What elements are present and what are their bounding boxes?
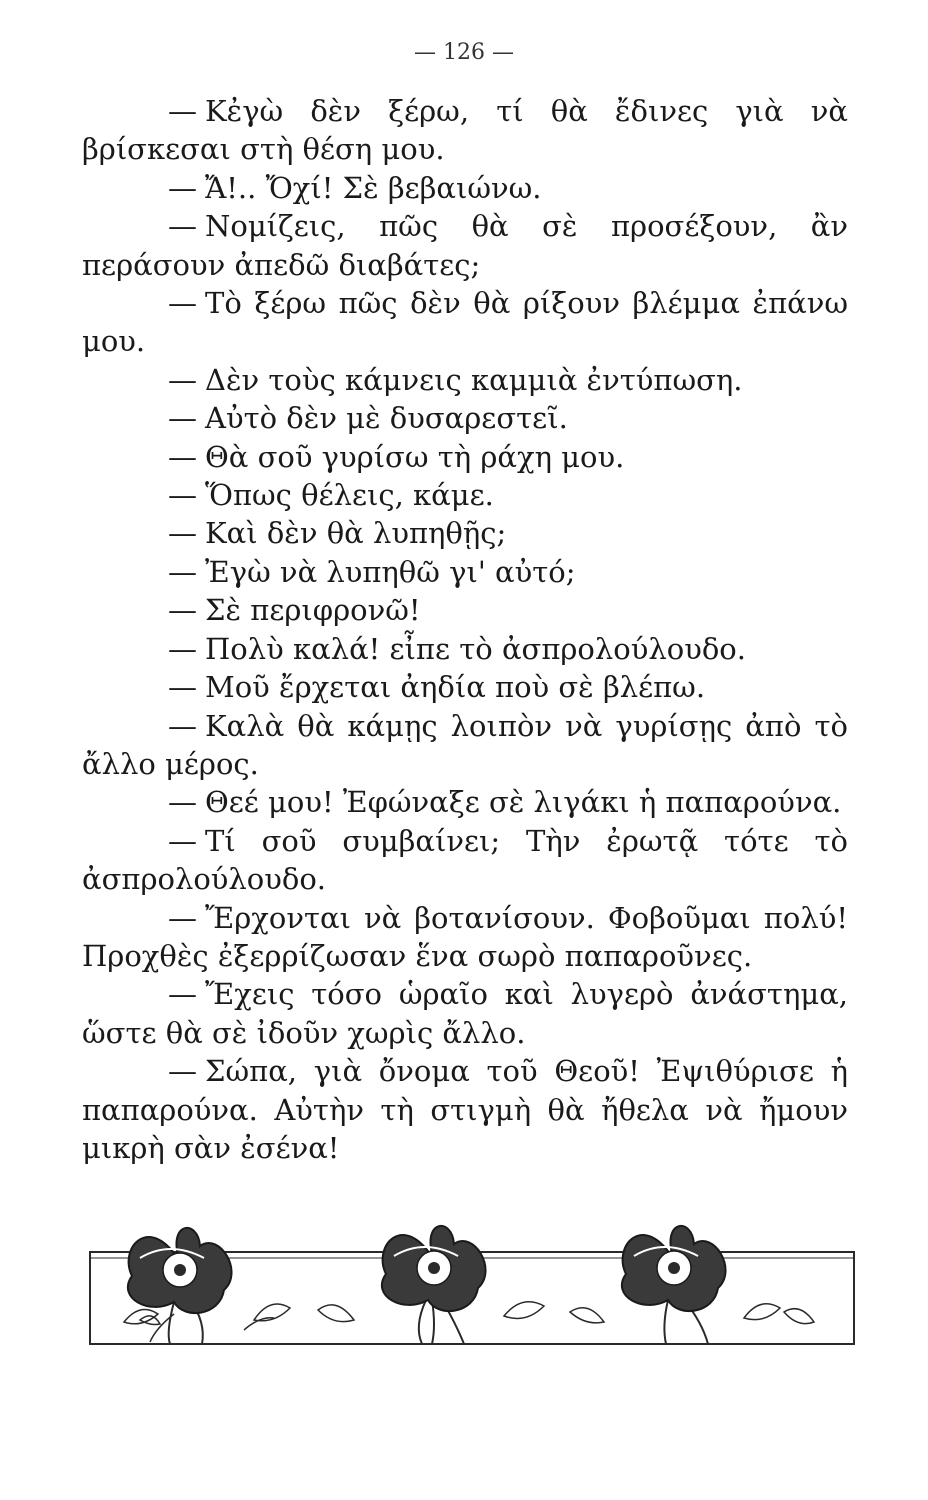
paragraph bbox=[82, 169, 848, 207]
dialogue-dash: — bbox=[168, 478, 197, 513]
dialogue-dash: — bbox=[168, 286, 197, 321]
dialogue-dash: — bbox=[168, 170, 197, 205]
dialogue-dash: — bbox=[168, 94, 197, 128]
paragraph-text: Σὲ περιφρονῶ! bbox=[205, 593, 421, 628]
paragraph bbox=[82, 476, 848, 514]
dialogue-dash: — bbox=[168, 631, 197, 666]
paragraph-text: Θὰ σοῦ γυρίσω τὴ ράχη μου. bbox=[205, 439, 625, 474]
paragraph bbox=[82, 399, 848, 437]
poppy-border-illustration bbox=[84, 1212, 860, 1348]
paragraph bbox=[82, 668, 848, 706]
paragraph-text: Καλὰ θὰ κάμῃς λοιπὸν νὰ γυρίσῃς ἀπὸ τὸ ἄλλο μέρος. bbox=[82, 708, 848, 781]
paragraph bbox=[82, 438, 848, 476]
dialogue-dash: — bbox=[168, 362, 197, 397]
dialogue-dash: — bbox=[168, 823, 197, 858]
poppy-decoration bbox=[84, 1212, 860, 1348]
paragraph bbox=[82, 284, 848, 361]
paragraph bbox=[82, 783, 848, 821]
page-number: — 126 — bbox=[414, 40, 514, 65]
dialogue-dash: — bbox=[168, 593, 197, 628]
paragraph bbox=[82, 975, 848, 1052]
paragraph-text: Ἔρχονται νὰ βοτανίσουν. Φοβοῦμαι πολύ! Προχθὲς ἐξερρίζωσαν ἕνα σωρὸ παπαροῦνες. bbox=[82, 900, 848, 973]
poppy-flower-icon bbox=[128, 1228, 232, 1344]
paragraph-text: Καὶ δὲν θὰ λυπηθῇς; bbox=[205, 516, 507, 551]
paragraph-text: Δὲν τοὺς κάμνεις καμμιὰ ἐντύπωση. bbox=[205, 362, 743, 397]
paragraph-text: Νομίζεις, πῶς θὰ σὲ προσέξουν, ἂν περάσουν ἀπεδῶ διαβάτες; bbox=[82, 209, 848, 282]
paragraph-text: Ὅπως θέλεις, κάμε. bbox=[205, 478, 494, 513]
dialogue-dash: — bbox=[168, 209, 197, 244]
paragraph-text: Ἔχεις τόσο ὡραῖο καὶ λυγερὸ ἀνάστημα, ὥστε θὰ σὲ ἰδοῦν χωρὶς ἄλλο. bbox=[82, 977, 848, 1050]
dialogue-dash: — bbox=[168, 1054, 197, 1089]
paragraph bbox=[82, 822, 848, 899]
paragraph bbox=[82, 707, 848, 784]
paragraph-text: Ἐγὼ νὰ λυπηθῶ γι' αὐτό; bbox=[205, 554, 576, 589]
paragraph-text: Κἐγὼ δὲν ξέρω, τί θὰ ἔδινες γιὰ νὰ βρίσκεσαι στὴ θέση μου. bbox=[82, 94, 848, 167]
paragraph bbox=[82, 207, 848, 284]
poppy-flower-icon bbox=[382, 1226, 486, 1344]
dialogue-dash: — bbox=[168, 708, 197, 743]
dialogue-dash: — bbox=[168, 900, 197, 935]
paragraph-text: Αὐτὸ δὲν μὲ δυσαρεστεῖ. bbox=[205, 401, 568, 436]
dialogue-dash: — bbox=[168, 785, 197, 820]
paragraph bbox=[82, 1052, 848, 1167]
paragraph-text: Θεέ μου! Ἐφώναξε σὲ λιγάκι ἡ παπαρούνα. bbox=[205, 785, 842, 820]
dialogue-dash: — bbox=[168, 401, 197, 436]
paragraph-text: Μοῦ ἔρχεται ἀηδία ποὺ σὲ βλέπω. bbox=[205, 670, 706, 705]
paragraph-text: Πολὺ καλά! εἶπε τὸ ἀσπρολούλουδο. bbox=[205, 631, 746, 666]
paragraph bbox=[82, 92, 848, 169]
paragraph-text: Σώπα, γιὰ ὄνομα τοῦ Θεοῦ! Ἐψιθύρισε ἡ παπαρούνα. Αὐτὴν τὴ στιγμὴ θὰ ἤθελα νὰ ἤμουν μικρὴ σὰν ἐσένα! bbox=[82, 1054, 848, 1165]
paragraph bbox=[82, 553, 848, 591]
dialogue-dash: — bbox=[168, 977, 197, 1012]
paragraph bbox=[82, 899, 848, 976]
dialogue-dash: — bbox=[168, 554, 197, 589]
poppy-flower-icon bbox=[622, 1226, 726, 1344]
paragraph bbox=[82, 630, 848, 668]
paragraph bbox=[82, 591, 848, 629]
paragraph bbox=[82, 514, 848, 552]
dialogue-dash: — bbox=[168, 516, 197, 551]
paragraph bbox=[82, 361, 848, 399]
dialogue-dash: — bbox=[168, 670, 197, 705]
paragraph-text: Τὸ ξέρω πῶς δὲν θὰ ρίξουν βλέμμα ἐπάνω μου. bbox=[82, 286, 848, 359]
dialogue-text bbox=[82, 92, 848, 1167]
dialogue-dash: — bbox=[168, 439, 197, 474]
leaf-icon bbox=[124, 1302, 814, 1330]
paragraph-text: Τί σοῦ συμβαίνει; Τὴν ἐρωτᾷ τότε τὸ ἀσπρολούλουδο. bbox=[82, 823, 848, 897]
paragraph-text: Ἄ!.. Ὄχί! Σὲ βεβαιώνω. bbox=[205, 170, 542, 205]
